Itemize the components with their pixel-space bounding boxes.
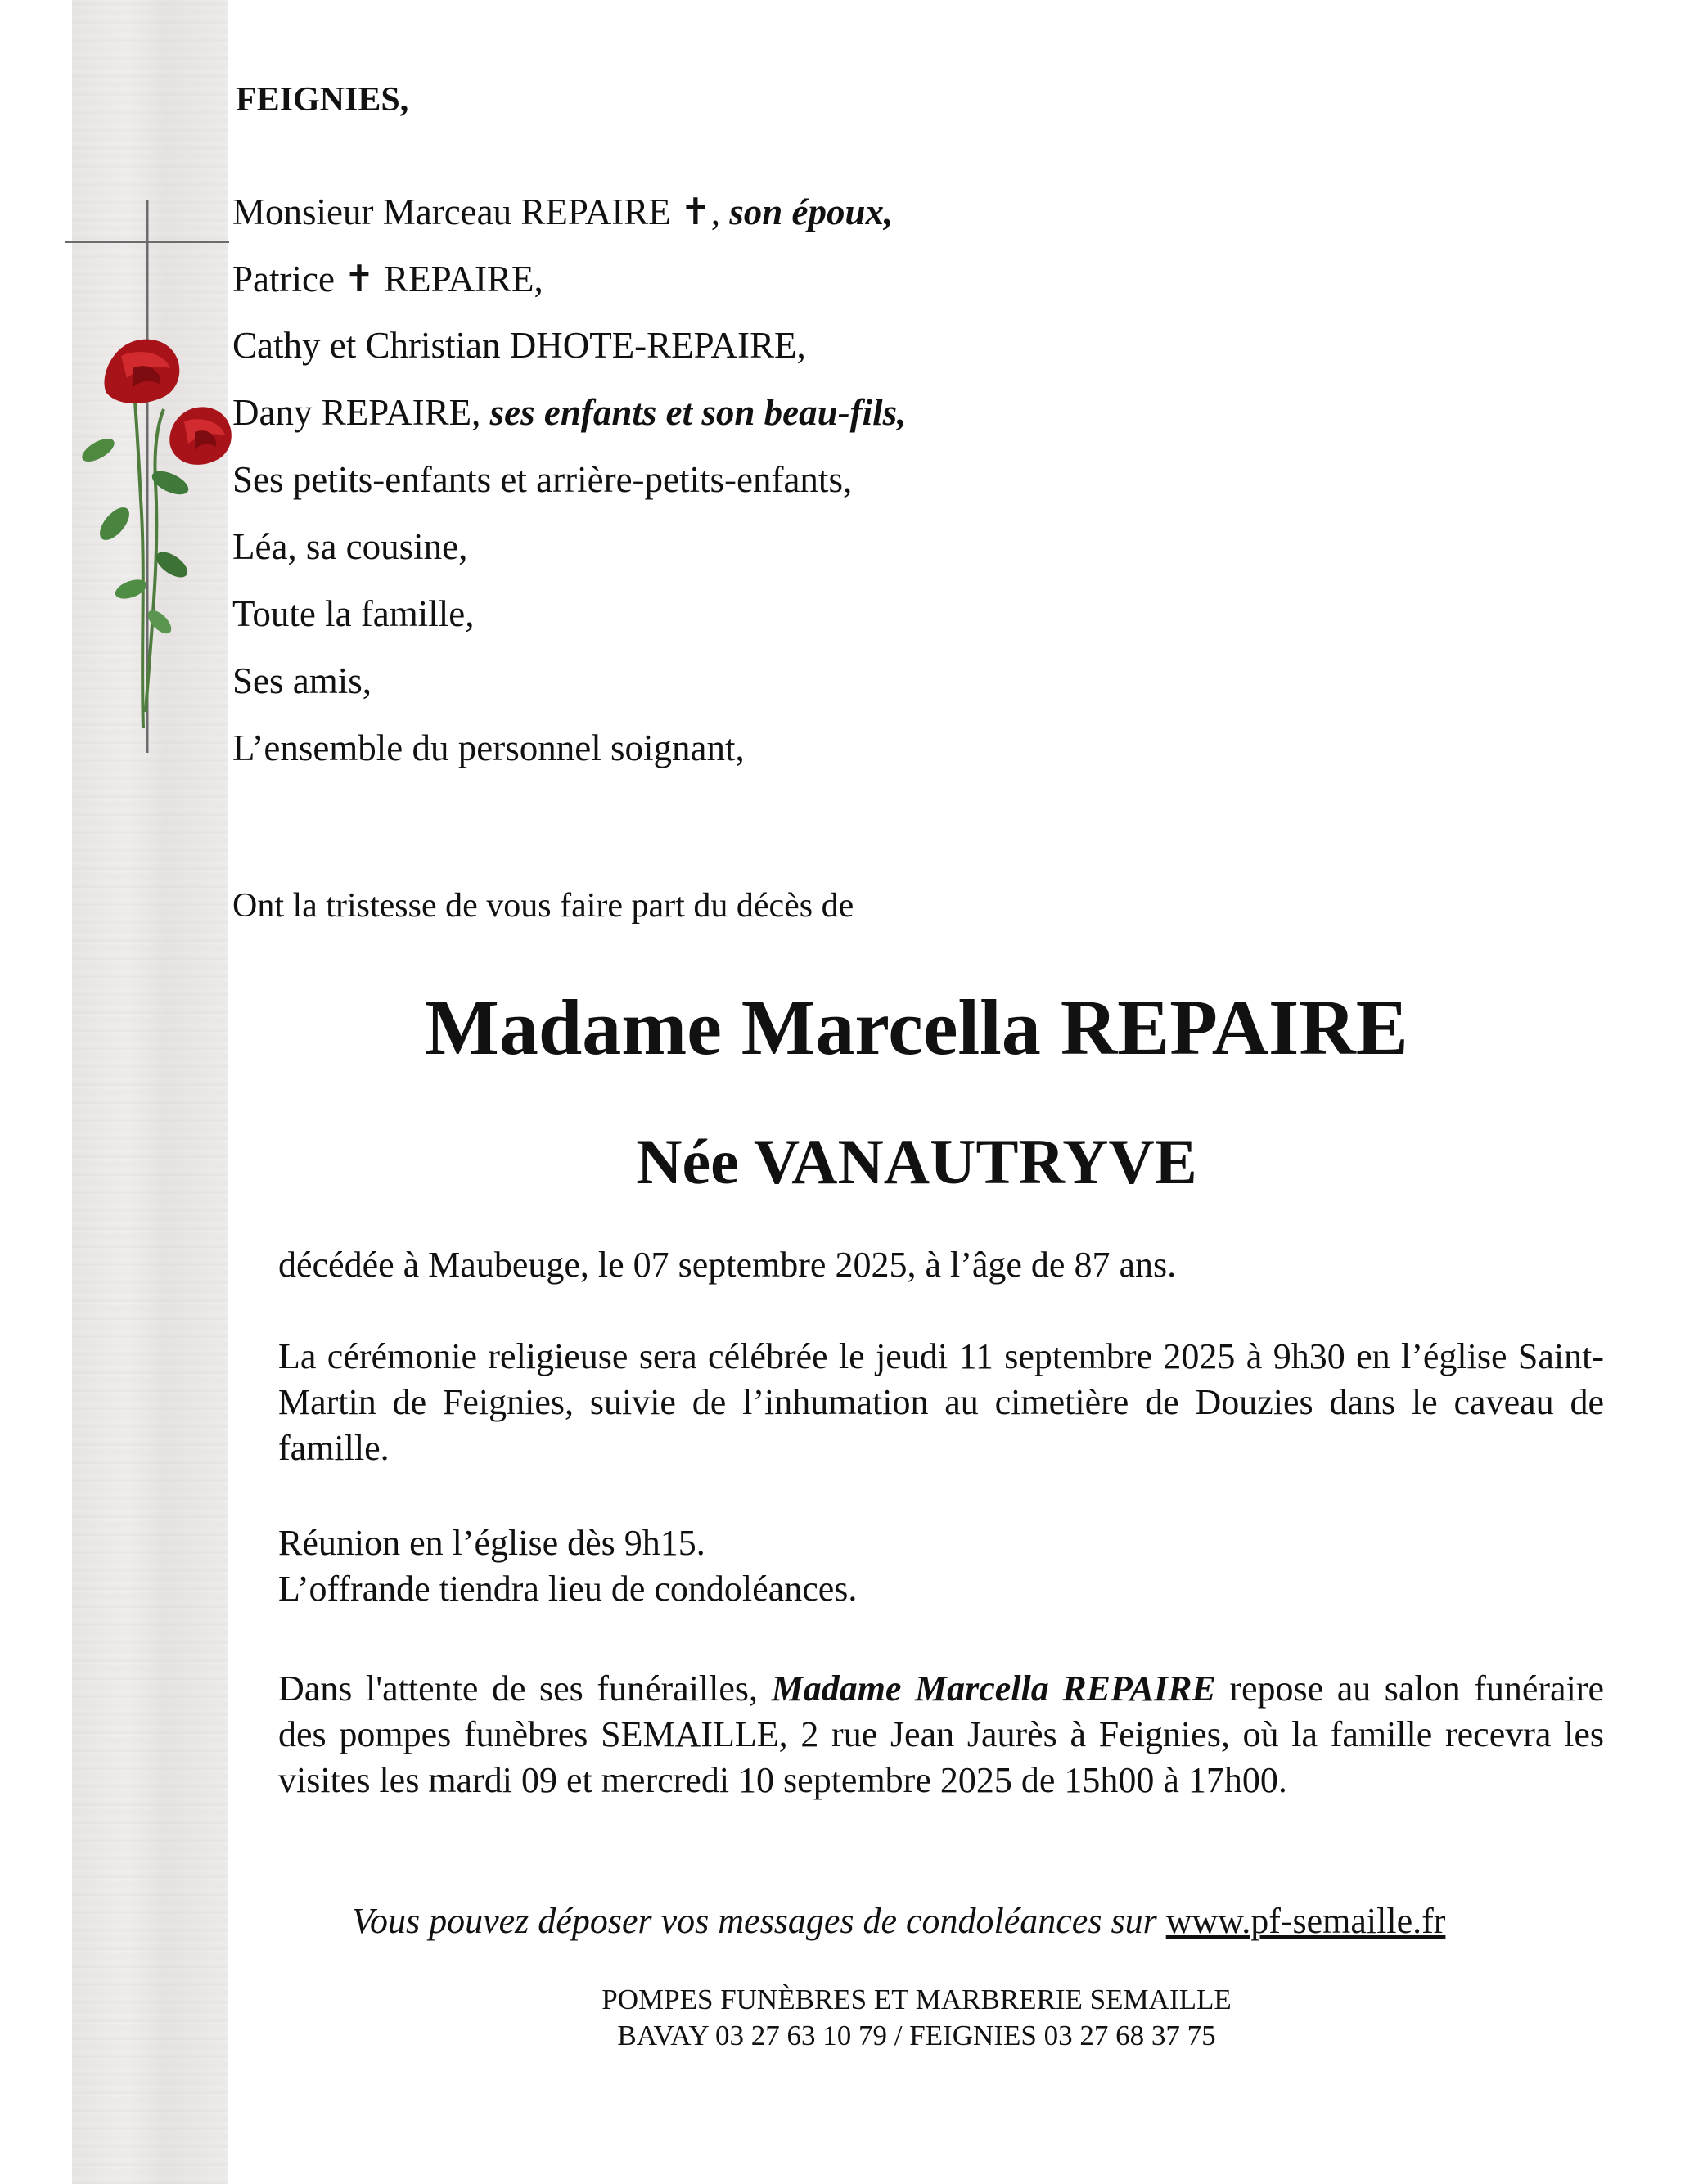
funeral-home-phones: BAVAY 03 27 63 10 79 / FEIGNIES 03 27 68 37 75	[617, 2020, 1216, 2051]
family-member-text: Dany REPAIRE,	[232, 392, 490, 433]
cross-and-roses-illustration	[49, 188, 246, 761]
offering-note: L’offrande tiendra lieu de condoléances.	[278, 1569, 858, 1609]
family-member-text: Cathy et Christian DHOTE-REPAIRE,	[232, 325, 806, 366]
family-member-line	[232, 592, 475, 635]
family-member-text: Monsieur Marceau REPAIRE ✝,	[232, 191, 730, 232]
condolence-message	[352, 1900, 1445, 1942]
family-member-line	[232, 190, 893, 233]
family-member-text: Patrice ✝ REPAIRE,	[232, 259, 543, 299]
condolence-website-link[interactable]: www.pf-semaille.fr	[1165, 1901, 1446, 1941]
visitation-deceased-name: Madame Marcella REPAIRE	[771, 1668, 1216, 1709]
reunion-info	[278, 1520, 1604, 1612]
announcement-intro: Ont la tristesse de vous faire part du décès de	[232, 887, 854, 925]
funeral-home-name: POMPES FUNÈBRES ET MARBRERIE SEMAILLE	[601, 1984, 1232, 2015]
family-member-text: L’ensemble du personnel soignant,	[232, 727, 745, 768]
visitation-details	[278, 1666, 1604, 1803]
reunion-time: Réunion en l’église dès 9h15.	[278, 1523, 705, 1563]
family-member-text: Ses amis,	[232, 660, 372, 701]
ceremony-details: La cérémonie religieuse sera célébrée le jeudi 11 septembre 2025 à 9h30 en l’église Saint-Martin de Feignies, suivie de l’inhumation au cimetière de Douzies dans le caveau de famille.	[278, 1336, 1604, 1468]
death-details: décédée à Maubeuge, le 07 septembre 2025, à l’âge de 87 ans.	[278, 1245, 1177, 1285]
family-relation-text: son époux,	[729, 191, 894, 232]
family-member-line	[232, 525, 467, 568]
family-member-text: Léa, sa cousine,	[232, 526, 468, 567]
family-member-line	[232, 727, 745, 769]
family-member-line	[232, 660, 372, 702]
condolence-text: Vous pouvez déposer vos messages de condoléances sur	[352, 1901, 1166, 1941]
maiden-name: Née VANAUTRYVE	[636, 1126, 1197, 1197]
family-member-line	[232, 324, 806, 367]
deceased-name: Madame Marcella REPAIRE	[425, 984, 1408, 1071]
family-member-text: Toute la famille,	[232, 593, 475, 634]
family-member-line	[232, 391, 906, 434]
family-member-line	[232, 458, 852, 501]
family-relation-text: ses enfants et son beau-fils,	[489, 392, 907, 433]
city-heading: FEIGNIES,	[236, 81, 409, 119]
family-member-line	[232, 257, 543, 300]
family-member-text: Ses petits-enfants et arrière-petits-enfants,	[232, 459, 853, 500]
visitation-text-end: repose au salon funéraire des pompes funèbres SEMAILLE, 2 rue Jean Jaurès à Feignies, où la famille recevra les visites les mardi 09 et mercredi 10 septembre 2025 de 15h00 à 17h00.	[278, 1668, 1604, 1800]
visitation-text-start: Dans l'attente de ses funérailles,	[278, 1668, 772, 1709]
